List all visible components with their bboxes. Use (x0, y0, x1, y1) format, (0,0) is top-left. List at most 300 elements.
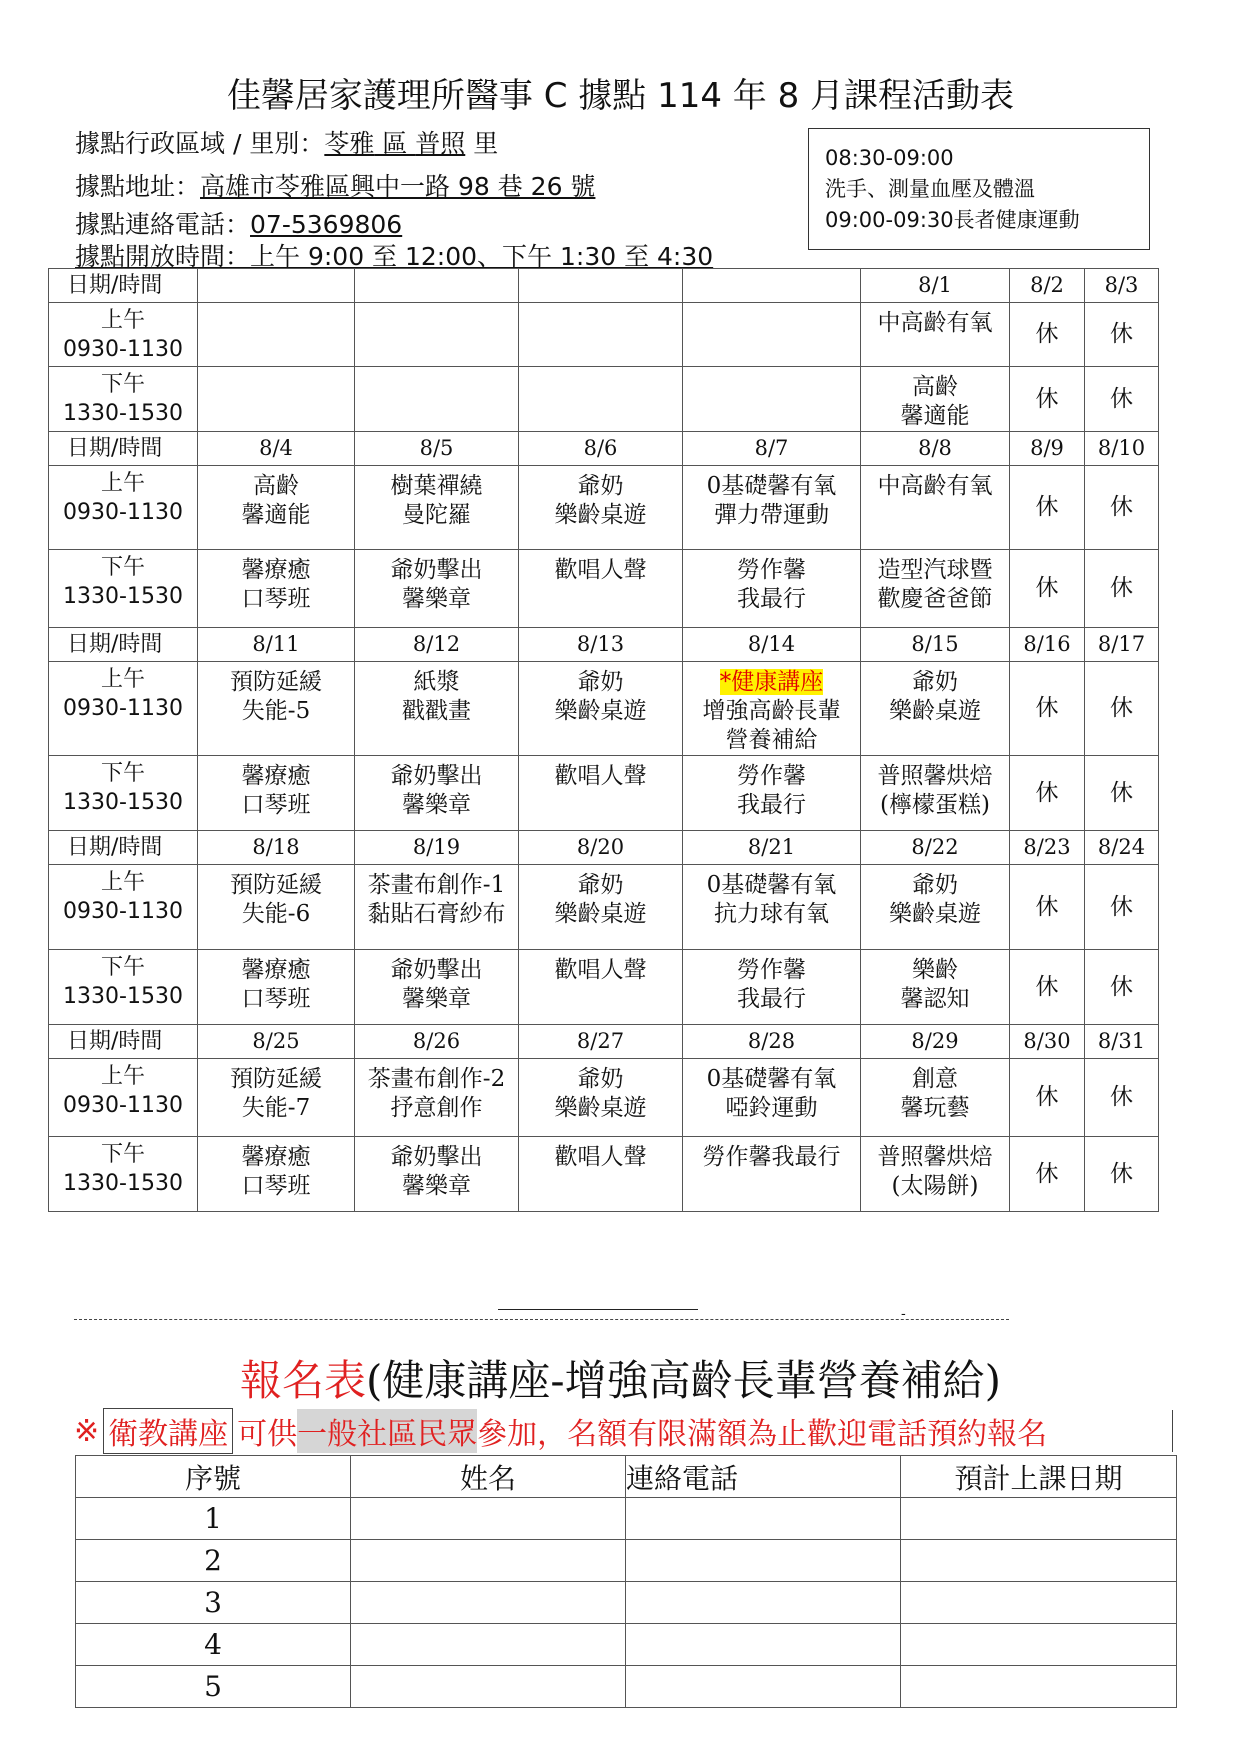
activity-text: 失能-6 (241, 901, 311, 927)
date-time-label: 日期/時間 (49, 1025, 198, 1059)
activity-text: 普照馨烘焙 (877, 1144, 993, 1170)
activity-cell (861, 550, 1010, 628)
morning-row (49, 1059, 1159, 1137)
date-cell: 8/31 (1085, 1025, 1159, 1059)
morning-activity-1: 洗手、測量血壓及體溫 (825, 177, 1035, 201)
col-header-name: 姓名 (351, 1456, 626, 1498)
form-title-rest: (健康講座-增強高齡長輩營養補給) (366, 1356, 1001, 1405)
activity-cell (683, 367, 861, 432)
date-header-row (49, 432, 1159, 466)
activity-text: 失能-7 (241, 1095, 311, 1121)
session-label: 下午 (100, 1142, 145, 1167)
activity-cell (861, 367, 1010, 432)
activity-cell (861, 1059, 1010, 1137)
morning-row (49, 466, 1159, 550)
activity-text: 我最行 (737, 986, 806, 1012)
activity-cell (198, 466, 355, 550)
activity-text: 休 (1110, 893, 1133, 920)
activity-cell (355, 865, 519, 950)
activity-text: 休 (1110, 385, 1133, 412)
activity-text: 口琴班 (241, 986, 311, 1012)
region-line (75, 124, 498, 160)
afternoon-row (49, 367, 1159, 432)
activity-text: 休 (1035, 385, 1059, 412)
activity-text: 休 (1110, 779, 1133, 806)
cut-line-mark (498, 1309, 698, 1310)
date-time-label: 日期/時間 (49, 269, 198, 303)
activity-text: 樂齡桌遊 (554, 698, 647, 724)
row-number: 3 (76, 1582, 351, 1624)
notice-boxed-term: 衛教講座 (103, 1408, 233, 1454)
afternoon-label (49, 1137, 198, 1212)
afternoon-row (49, 756, 1159, 831)
date-cell: 8/20 (519, 831, 683, 865)
date-header-row (49, 1025, 1159, 1059)
region-district: 苓雅 (324, 129, 375, 158)
activity-text: 0基礎馨有氧 (706, 872, 837, 898)
date-cell (355, 269, 519, 303)
date-cell: 8/6 (519, 432, 683, 466)
morning-time-1: 08:30-09:00 (825, 146, 954, 170)
activity-cell (861, 756, 1010, 831)
activity-text: 爺奶 (577, 872, 624, 898)
activity-text: 0基礎馨有氧 (706, 1066, 837, 1092)
date-cell: 8/2 (1010, 269, 1085, 303)
activity-cell (1085, 662, 1159, 756)
activity-cell (519, 1137, 683, 1212)
notice-grey-term: 一般社區民眾 (297, 1409, 477, 1453)
activity-text: 預防延緩 (230, 1066, 322, 1092)
activity-text: 普照馨烘焙 (877, 763, 993, 789)
activity-text: 樂齡桌遊 (554, 502, 647, 528)
session-label: 下午 (100, 955, 145, 980)
activity-text: 勞作馨 (737, 557, 806, 583)
date-cell: 8/18 (198, 831, 355, 865)
activity-cell (355, 950, 519, 1025)
activity-text: 馨適能 (900, 403, 970, 429)
morning-row (49, 865, 1159, 950)
session-label: 上午 (100, 308, 145, 333)
activity-text: 抒意創作 (390, 1095, 483, 1121)
date-cell: 8/29 (861, 1025, 1010, 1059)
address-line (75, 167, 595, 203)
activity-text: 爺奶擊出 (390, 557, 483, 583)
activity-cell (683, 1137, 861, 1212)
date-cell: 8/11 (198, 628, 355, 662)
col-header-seq: 序號 (76, 1456, 351, 1498)
activity-cell (1085, 466, 1159, 550)
activity-text: 勞作馨 (737, 763, 806, 789)
activity-cell (519, 756, 683, 831)
phone-field[interactable] (626, 1666, 901, 1708)
activity-cell (355, 1137, 519, 1212)
date-cell: 8/19 (355, 831, 519, 865)
morning-routine-box (808, 128, 1150, 250)
activity-text: 樂齡桌遊 (889, 901, 981, 927)
activity-cell (198, 865, 355, 950)
phone-field[interactable] (626, 1540, 901, 1582)
date-cell: 8/8 (861, 432, 1010, 466)
activity-cell (861, 1137, 1010, 1212)
morning-line-2: 09:00-09:30長者健康運動 (825, 208, 1080, 232)
afternoon-row (49, 550, 1159, 628)
activity-text: 樹葉禪繞 (390, 473, 483, 499)
activity-cell (198, 662, 355, 756)
afternoon-label (49, 756, 198, 831)
activity-cell (861, 662, 1010, 756)
afternoon-row (49, 950, 1159, 1025)
activity-text: 休 (1035, 1160, 1059, 1187)
registration-row (76, 1540, 1177, 1582)
afternoon-row (49, 1137, 1159, 1212)
activity-cell (683, 662, 861, 756)
activity-text: 高齡 (912, 374, 958, 400)
registration-row (76, 1498, 1177, 1540)
activity-cell (198, 303, 355, 367)
cut-line-tick: - (901, 1306, 906, 1322)
activity-text: 紙漿 (413, 669, 460, 695)
activity-text: 啞鈴運動 (725, 1095, 818, 1121)
activity-cell (355, 1059, 519, 1137)
activity-text: 歡唱人聲 (554, 1144, 647, 1170)
phone-value: 07-5369806 (250, 210, 403, 239)
activity-cell (355, 662, 519, 756)
activity-cell (1010, 662, 1085, 756)
activity-cell (355, 303, 519, 367)
date-cell (683, 269, 861, 303)
activity-cell (1085, 865, 1159, 950)
date-time-label: 日期/時間 (49, 432, 198, 466)
activity-text: 0基礎馨有氧 (706, 473, 837, 499)
activity-cell (1010, 466, 1085, 550)
date-cell: 8/5 (355, 432, 519, 466)
activity-cell (1010, 865, 1085, 950)
activity-text: 爺奶 (912, 872, 958, 898)
activity-cell (198, 1137, 355, 1212)
session-label: 上午 (100, 667, 145, 692)
activity-cell (355, 466, 519, 550)
row-number: 4 (76, 1624, 351, 1666)
date-cell: 8/22 (861, 831, 1010, 865)
activity-text: 爺奶 (577, 473, 624, 499)
activity-text: 馨療癒 (241, 1144, 311, 1170)
date-cell: 8/21 (683, 831, 861, 865)
activity-text: 中高齡有氧 (877, 310, 993, 336)
session-time: 1330-1530 (63, 1171, 183, 1196)
activity-text: 馨樂章 (402, 792, 471, 818)
activity-text: 馨適能 (241, 502, 311, 528)
date-cell: 8/23 (1010, 831, 1085, 865)
activity-cell (683, 950, 861, 1025)
activity-text: 馨療癒 (241, 957, 311, 983)
date-header-row (49, 831, 1159, 865)
activity-text: 預防延緩 (230, 872, 322, 898)
activity-text: 我最行 (737, 792, 806, 818)
activity-text: 休 (1110, 1084, 1133, 1110)
morning-label (49, 1059, 198, 1137)
schedule-table (48, 268, 1159, 1212)
activity-cell (1085, 1137, 1159, 1212)
phone-field[interactable] (626, 1498, 901, 1540)
page-title: 佳馨居家護理所醫事 C 據點 114 年 8 月課程活動表 (226, 76, 1015, 116)
date-cell: 8/16 (1010, 628, 1085, 662)
activity-text: 休 (1035, 695, 1059, 721)
date-cell: 8/27 (519, 1025, 683, 1059)
activity-cell (1085, 1059, 1159, 1137)
activity-cell (519, 466, 683, 550)
activity-text: 馨玩藝 (900, 1095, 970, 1121)
activity-text: 中高齡有氧 (877, 473, 993, 499)
activity-text: 爺奶擊出 (390, 1144, 483, 1170)
session-time: 0930-1130 (63, 337, 183, 362)
registration-row (76, 1666, 1177, 1708)
col-header-phone: 連絡電話 (626, 1456, 901, 1498)
activity-text: 爺奶擊出 (390, 957, 483, 983)
date-time-label: 日期/時間 (49, 831, 198, 865)
afternoon-label (49, 950, 198, 1025)
activity-text: 休 (1110, 695, 1133, 721)
notice-text-a: 可供 (237, 1417, 298, 1452)
col-header-date: 預計上課日期 (901, 1456, 1177, 1498)
activity-text: 我最行 (737, 586, 806, 612)
row-number: 1 (76, 1498, 351, 1540)
activity-text: 茶畫布創作-2 (367, 1066, 506, 1092)
phone-field[interactable] (626, 1624, 901, 1666)
morning-row (49, 662, 1159, 756)
activity-text: 口琴班 (241, 792, 311, 818)
activity-text: (太陽餅) (891, 1173, 979, 1199)
region-village: 普照 (415, 129, 466, 158)
activity-cell (519, 950, 683, 1025)
activity-cell (355, 756, 519, 831)
activity-text: 樂齡 (912, 957, 958, 983)
activity-cell (1010, 756, 1085, 831)
date-cell: 8/26 (355, 1025, 519, 1059)
registration-row (76, 1624, 1177, 1666)
date-cell: 8/24 (1085, 831, 1159, 865)
activity-cell (519, 662, 683, 756)
session-time: 1330-1530 (63, 984, 183, 1009)
form-title (0, 1348, 1241, 1408)
name-field[interactable] (351, 1582, 626, 1624)
date-cell: 8/17 (1085, 628, 1159, 662)
phone-field[interactable] (626, 1582, 901, 1624)
activity-text: 歡慶爸爸節 (877, 586, 993, 612)
activity-text: 造型汽球暨 (877, 557, 993, 583)
activity-text: 口琴班 (241, 1173, 311, 1199)
date-header-row (49, 269, 1159, 303)
phone-line (75, 205, 402, 241)
activity-cell (355, 367, 519, 432)
morning-label (49, 662, 198, 756)
row-number: 5 (76, 1666, 351, 1708)
activity-cell (1010, 1059, 1085, 1137)
activity-text: 增強高齡長輩 (702, 698, 841, 724)
activity-text: 黏貼石膏紗布 (367, 901, 506, 927)
address-value: 高雄市苓雅區興中一路 98 巷 26 號 (200, 172, 596, 201)
form-title-red: 報名表 (240, 1356, 367, 1405)
activity-cell (198, 550, 355, 628)
activity-cell (683, 1059, 861, 1137)
activity-cell (683, 303, 861, 367)
activity-text: 失能-5 (241, 698, 311, 724)
activity-cell (861, 950, 1010, 1025)
activity-text: 爺奶 (577, 669, 624, 695)
activity-cell (519, 1059, 683, 1137)
activity-text: 曼陀羅 (402, 502, 471, 528)
activity-text: 休 (1110, 1160, 1133, 1187)
session-label: 上午 (100, 870, 145, 895)
date-cell: 8/3 (1085, 269, 1159, 303)
activity-text: 休 (1035, 973, 1059, 1000)
session-label: 上午 (100, 1064, 145, 1089)
activity-cell (861, 865, 1010, 950)
activity-cell (1010, 950, 1085, 1025)
activity-text: 休 (1035, 575, 1059, 601)
activity-cell (519, 865, 683, 950)
session-label: 下午 (100, 372, 145, 397)
date-header-row (49, 628, 1159, 662)
activity-text: 勞作馨我最行 (702, 1144, 841, 1170)
date-cell: 8/30 (1010, 1025, 1085, 1059)
session-time: 1330-1530 (63, 790, 183, 815)
session-label: 下午 (100, 555, 145, 580)
activity-text: 馨療癒 (241, 763, 311, 789)
activity-text: 休 (1035, 1084, 1059, 1110)
name-field[interactable] (351, 1498, 626, 1540)
registration-table (75, 1455, 1177, 1708)
activity-text: 馨療癒 (241, 557, 311, 583)
date-cell: 8/7 (683, 432, 861, 466)
region-village-suffix: 里 (465, 129, 499, 158)
session-label: 上午 (100, 471, 145, 496)
activity-text: 勞作馨 (737, 957, 806, 983)
activity-text: 馨樂章 (402, 1173, 471, 1199)
phone-label: 據點連絡電話： (75, 210, 251, 239)
activity-text: 抗力球有氧 (714, 901, 829, 927)
morning-label (49, 466, 198, 550)
activity-cell (1085, 550, 1159, 628)
region-label: 據點行政區域 / 里別： (75, 129, 325, 158)
activity-text: 爺奶擊出 (390, 763, 483, 789)
activity-cell (683, 756, 861, 831)
date-field[interactable] (901, 1498, 1177, 1540)
activity-text: 休 (1110, 494, 1133, 520)
activity-cell (861, 303, 1010, 367)
activity-text: 休 (1035, 893, 1059, 920)
date-field[interactable] (901, 1624, 1177, 1666)
row-number: 2 (76, 1540, 351, 1582)
activity-text: 休 (1110, 973, 1133, 1000)
activity-cell (683, 865, 861, 950)
region-district-suffix: 區 (374, 129, 416, 158)
date-field[interactable] (901, 1582, 1177, 1624)
session-time: 1330-1530 (63, 584, 183, 609)
activity-text: 樂齡桌遊 (554, 1095, 647, 1121)
name-field[interactable] (351, 1540, 626, 1582)
activity-text: 創意 (912, 1066, 958, 1092)
activity-cell (1010, 367, 1085, 432)
date-field[interactable] (901, 1666, 1177, 1708)
activity-text: 預防延緩 (230, 669, 322, 695)
activity-text: 歡唱人聲 (554, 557, 647, 583)
hours-value: 上午 9:00 至 12:00、下午 1:30 至 4:30 (250, 242, 714, 271)
name-field[interactable] (351, 1666, 626, 1708)
hours-label: 據點開放時間： (75, 242, 251, 271)
activity-cell (519, 303, 683, 367)
activity-text: 馨樂章 (402, 986, 471, 1012)
date-cell: 8/14 (683, 628, 861, 662)
activity-text: (檸檬蛋糕) (880, 792, 990, 818)
session-label: 下午 (100, 761, 145, 786)
activity-text: 爺奶 (577, 1066, 624, 1092)
date-cell: 8/15 (861, 628, 1010, 662)
session-time: 0930-1130 (63, 500, 183, 525)
activity-cell (1085, 303, 1159, 367)
date-field[interactable] (901, 1540, 1177, 1582)
activity-text: 歡唱人聲 (554, 957, 647, 983)
date-cell: 8/10 (1085, 432, 1159, 466)
date-cell: 8/28 (683, 1025, 861, 1059)
activity-text: 戳戳畫 (402, 698, 471, 724)
activity-cell (683, 550, 861, 628)
activity-text: 歡唱人聲 (554, 763, 647, 789)
activity-cell (1085, 756, 1159, 831)
date-cell: 8/1 (861, 269, 1010, 303)
session-time: 1330-1530 (63, 401, 183, 426)
activity-text: 高齡 (253, 473, 299, 499)
activity-text: 休 (1035, 779, 1059, 806)
date-cell: 8/12 (355, 628, 519, 662)
date-cell: 8/4 (198, 432, 355, 466)
activity-cell (198, 950, 355, 1025)
activity-cell (861, 466, 1010, 550)
activity-text: 樂齡桌遊 (889, 698, 981, 724)
afternoon-label (49, 550, 198, 628)
activity-text: 休 (1110, 575, 1133, 601)
activity-text: 馨認知 (900, 986, 970, 1012)
activity-cell (198, 756, 355, 831)
date-time-label: 日期/時間 (49, 628, 198, 662)
registration-row (76, 1582, 1177, 1624)
activity-cell (1085, 950, 1159, 1025)
activity-cell (198, 1059, 355, 1137)
cut-line (74, 1319, 1009, 1320)
activity-cell (519, 550, 683, 628)
afternoon-label (49, 367, 198, 432)
activity-cell (1010, 303, 1085, 367)
date-cell: 8/13 (519, 628, 683, 662)
activity-cell (355, 550, 519, 628)
morning-row (49, 303, 1159, 367)
session-time: 0930-1130 (63, 1093, 183, 1118)
date-cell (519, 269, 683, 303)
activity-cell (1010, 1137, 1085, 1212)
activity-text: 休 (1035, 494, 1059, 520)
activity-cell (683, 466, 861, 550)
activity-text: 休 (1110, 321, 1133, 347)
date-cell: 8/9 (1010, 432, 1085, 466)
address-label: 據點地址： (75, 172, 201, 201)
session-time: 0930-1130 (63, 899, 183, 924)
notice-text-b: 參加，名額有限滿額為止歡迎電話預約報名 (477, 1417, 1048, 1452)
name-field[interactable] (351, 1624, 626, 1666)
activity-cell (1085, 367, 1159, 432)
activity-text: 彈力帶運動 (714, 502, 829, 528)
morning-label (49, 865, 198, 950)
notice-mark: ※ (74, 1413, 100, 1449)
date-cell (198, 269, 355, 303)
